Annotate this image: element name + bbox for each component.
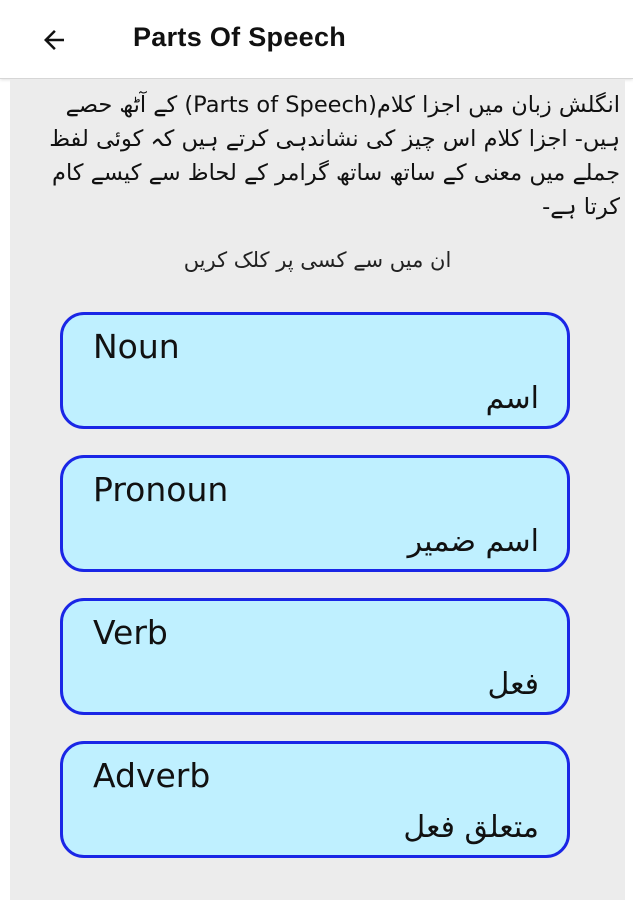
card-english-label: Verb — [93, 613, 168, 652]
card-english-label: Pronoun — [93, 470, 229, 509]
content-area — [10, 80, 625, 900]
back-button[interactable] — [32, 18, 76, 62]
app-bar — [0, 0, 633, 79]
click-prompt: ان میں سے کسی پر کلک کریں — [183, 248, 452, 272]
card-urdu-label: متعلق فعل — [403, 810, 539, 845]
card-urdu-label: اسم — [485, 381, 539, 416]
card-noun[interactable] — [60, 312, 570, 429]
intro-text: انگلش زبان میں اجزا کلام(Parts of Speech) کے آٹھ حصے ہیں- اجزا کلام اس چیز کی نشاندہی کرتے ہیں کہ کوئی لفظ جملے میں معنی کے ساتھ ساتھ گرامر کے لحاظ سے کیسے کام کرتا ہے- — [49, 92, 620, 220]
card-english-label: Adverb — [93, 756, 211, 795]
card-english-label: Noun — [93, 327, 180, 366]
card-adverb[interactable] — [60, 741, 570, 858]
card-pronoun[interactable] — [60, 455, 570, 572]
arrow-left-icon — [39, 25, 69, 55]
page-title: Parts Of Speech — [133, 22, 347, 52]
card-urdu-label: فعل — [487, 667, 539, 702]
card-urdu-label: اسم ضمیر — [407, 524, 539, 559]
card-verb[interactable] — [60, 598, 570, 715]
